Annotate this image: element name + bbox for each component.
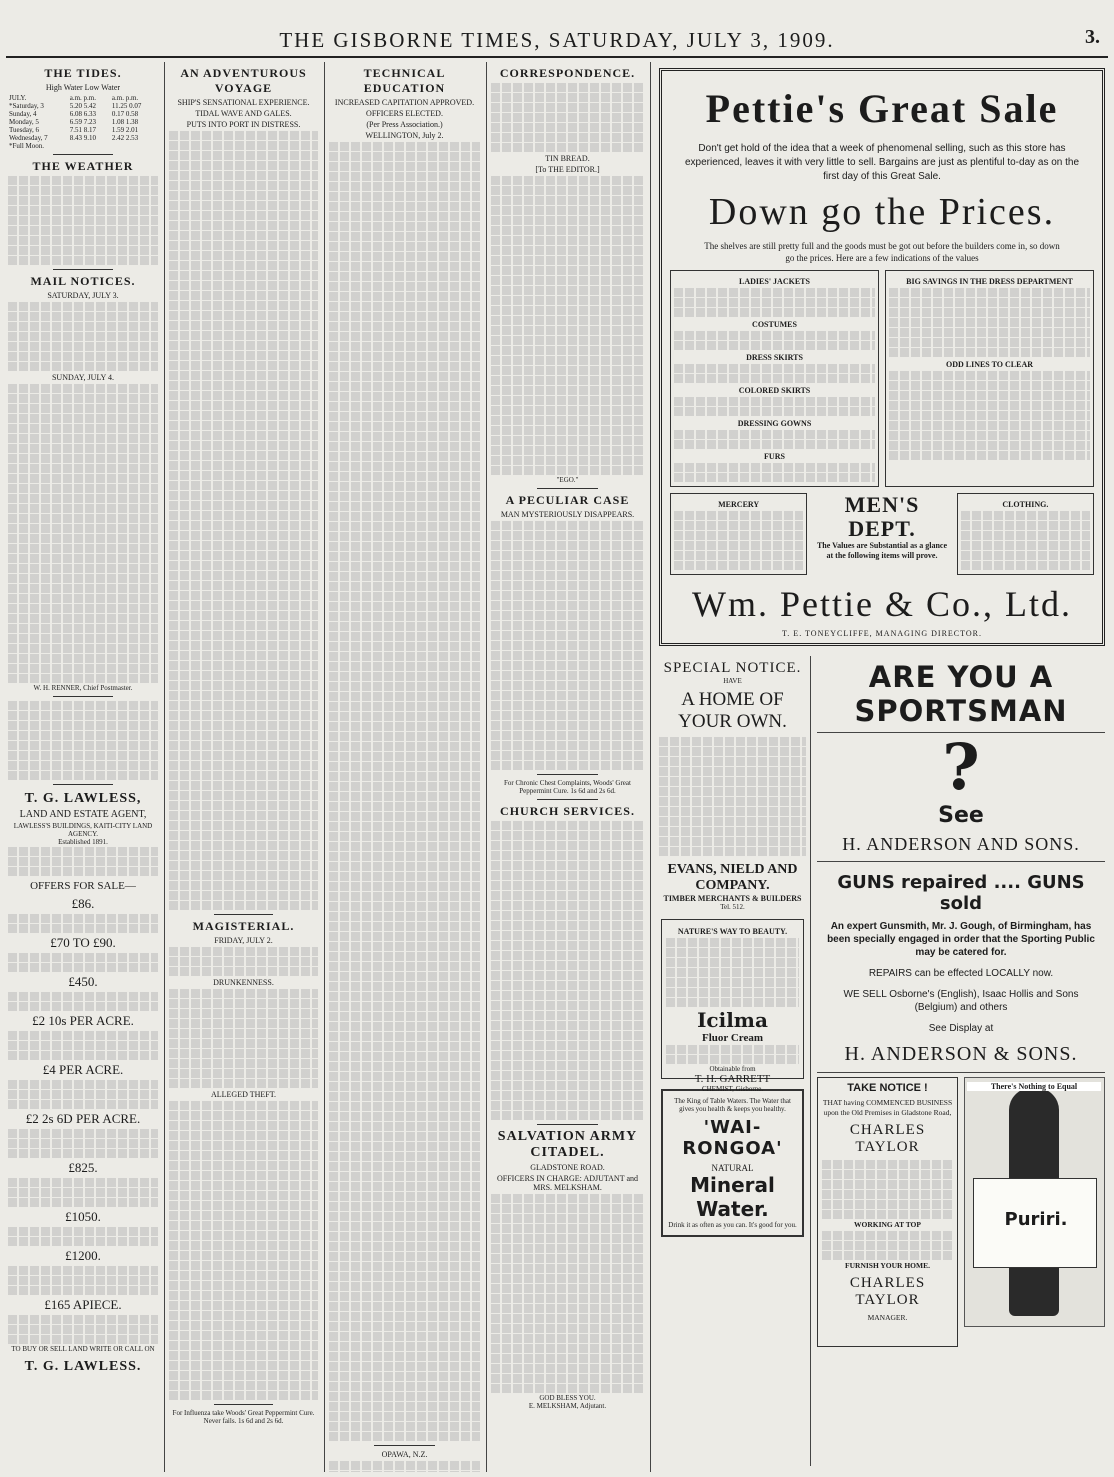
wai-drink: Drink it as often as you can. It's good for you. [668,1221,797,1229]
pettie-mens [670,493,1094,575]
voyage-text [169,131,318,910]
pettie-sale-ad [659,68,1105,646]
working-at-top: WORKING AT TOP [854,1220,921,1229]
church-heading: CHURCH SERVICES. [500,804,635,818]
salvation-heading: SALVATION ARMY CITADEL. [497,1129,638,1160]
theft-heading: ALLEGED THEFT. [210,1090,277,1099]
lawless-established: Established 1891. [58,838,108,846]
take-notice: TAKE NOTICE ! [847,1082,928,1094]
offers-for-sale: OFFERS FOR SALE— [30,880,136,892]
tides-subheading: High Water Low Water [45,83,121,92]
wai-top: The King of Table Waters. The Water that gives you health & keeps you healthy. [674,1097,791,1113]
mens-dept-box [813,493,950,575]
sportsman-headline: ARE YOU A SPORTSMAN [817,656,1105,733]
postmaster: W. H. RENNER, Chief Postmaster. [33,684,133,692]
wai-mineral: Mineral Water. [690,1173,775,1221]
lawless-footer: TO BUY OR SELL LAND WRITE OR CALL ON [11,1345,155,1353]
divider [53,154,113,155]
page-number: 3. [1085,26,1100,48]
table-row: Wednesday, 7 8.43 9.10 2.42 2.53 [9,134,139,142]
icilma-head: NATURE'S WAY TO BEAUTY. [677,927,788,936]
wai-name: 'WAI-RONGOA' [682,1117,783,1159]
pettie-departments [670,270,1094,487]
newspaper-title: THE GISBORNE TIMES, SATURDAY, JULY 3, 1909. [279,28,835,52]
mercery-box: MERCERY [670,493,807,575]
pettie-lead: Don't get hold of the idea that a week of phenomenal selling, such as this store has experienced, leaves it with very little to sell. Bargains are just as plentiful to-day as on the first day of this Great Sale. [684,143,1080,182]
divider [53,269,113,270]
dateline: WELLINGTON, July 2. [365,131,444,140]
peppermint-verse [8,701,158,780]
price: £1050. [65,1209,101,1224]
puriri-ad [964,1077,1105,1327]
magisterial-date: FRIDAY, JULY 2. [214,936,273,945]
god-bless: GOD BLESS YOU. [539,1394,596,1402]
table-row: Sunday, 4 6.08 6.33 0.17 0.58 [9,110,139,118]
table-row: JULY. a.m. p.m. a.m. p.m. [9,94,139,102]
signature-ego: "EGO." [556,476,579,484]
price: £86. [71,896,95,911]
pettie-banner: Down go the Prices. [708,191,1056,233]
divider [537,1124,598,1125]
price: £165 APIECE. [44,1297,122,1312]
mens-dept-sub: The Values are Substantial as a glance at the following items will prove. [816,541,948,560]
divider [537,799,598,800]
garrett-name: T. H. GARRETT [694,1073,771,1085]
table-row: Tuesday, 6 7.51 8.17 1.59 2.01 [9,126,139,134]
gladstone-road: GLADSTONE ROAD. [530,1163,605,1172]
weather-text [8,176,158,265]
question-mark: ? [942,730,980,805]
price: £1200. [65,1248,101,1263]
masthead [0,0,1114,54]
price: £4 PER ACRE. [42,1062,124,1077]
price: £70 TO £90. [50,935,116,950]
technical-text [329,142,480,1441]
home-headline: A HOME OF YOUR OWN. [678,689,787,732]
tides-heading: THE TIDES. [44,66,122,80]
column-technical [324,62,484,1472]
technical-subheading: INCREASED CAPITATION APPROVED. [334,98,475,107]
dress-dept-box: BIG SAVINGS IN THE DRESS DEPARTMENT ODD LINES TO CLEAR [885,270,1094,487]
wai-natural: NATURAL [711,1163,754,1173]
evans-company: EVANS, NIELD AND COMPANY. [667,862,798,893]
lawless-footer-name: T. G. LAWLESS. [24,1359,142,1374]
table-row: *Full Moon. [9,142,45,150]
adjutant-signature: E. MELKSHAM, Adjutant. [528,1402,607,1410]
chest-ad: For Chronic Chest Complaints, Woods' Great Peppermint Cure. 1s 6d and 2s 6d. [504,779,631,795]
taylor-name-2: CHARLES TAYLOR [849,1275,926,1308]
price: £450. [68,974,98,989]
ladies-box: LADIES' JACKETS COSTUMES DRESS SKIRTS COLORED SKIRTS DRESSING GOWNS FURS [670,270,879,487]
taylor-manager: MANAGER. [867,1313,908,1322]
correspondence-note [491,83,644,152]
peculiar-subheading: MAN MYSTERIOUSLY DISAPPEARS. [500,510,635,519]
mail-sunday: SUNDAY, JULY 4. [51,373,115,382]
voyage-subheading: PUTS INTO PORT IN DISTRESS. [186,120,301,129]
pettie-intro: The shelves are still pretty full and the goods must be got out before the builders come in, so down go the prices. Here are a few indications of the values [704,241,1060,263]
divider [214,914,274,915]
voyage-heading: AN ADVENTUROUS VOYAGE [180,66,307,95]
to-editor: [To THE EDITOR.] [535,165,600,174]
lawless-address: LAWLESS'S BUILDINGS, KAITI-CITY LAND AGENCY. [13,822,153,838]
icilma-ad [661,919,804,1093]
price: £2 2s 6D PER ACRE. [25,1111,141,1126]
divider [374,1445,434,1446]
price: £2 10s PER ACRE. [32,1013,134,1028]
icilma-obtain: Obtainable from [709,1065,756,1073]
garrett-sub: CHEMIST, Gisborne. [701,1085,764,1093]
pettie-company: Wm. Pettie & Co., Ltd. [692,584,1072,624]
price: £825. [68,1160,98,1175]
peculiar-text [491,521,644,770]
magisterial-heading: MAGISTERIAL. [192,919,295,933]
furnish-home: FURNISH YOUR HOME. [845,1261,930,1270]
pettie-title: Pettie's Great Sale [705,86,1059,131]
divider [53,784,113,785]
column-correspondence [486,62,648,1472]
voyage-subheading: SHIP'S SENSATIONAL EXPERIENCE. [177,98,310,107]
technical-subheading: OFFICERS ELECTED. [366,109,443,118]
lawless-role: LAND AND ESTATE AGENT, [19,809,147,820]
table-row: *Saturday, 3 5.20 5.42 11.25 0.07 [9,102,142,110]
mail-heading: MAIL NOTICES. [30,274,136,288]
right-ad-column [817,656,1105,1466]
divider [537,774,598,775]
sell-text: WE SELL Osborne's (English), Isaac Hollis and Sons (Belgium) and others [843,989,1079,1013]
puriri-name: Puriri. [1004,1209,1068,1230]
anderson-name-2: H. ANDERSON & SONS. [844,1043,1078,1065]
see-label: See [938,803,984,828]
evans-trade: TIMBER MERCHANTS & BUILDERS [663,894,802,903]
divider [53,696,113,697]
pettie-manager: T. E. TONEYCLIFFE, MANAGING DIRECTOR. [782,629,982,638]
weather-heading: THE WEATHER [32,159,134,173]
evans-tel: Tel. 512. [720,903,745,911]
puriri-top: There's Nothing to Equal [967,1082,1101,1091]
correspondence-heading: CORRESPONDENCE. [499,66,636,80]
guns-line: GUNS repaired .... GUNS sold [837,872,1085,914]
peculiar-heading: A PECULIAR CASE [505,493,630,507]
masthead-rule [6,56,1108,58]
taylor-name: CHARLES TAYLOR [849,1122,926,1155]
lawless-name: T. G. LAWLESS, [24,791,142,806]
salvation-text [491,1194,644,1393]
tin-bread-heading: TIN BREAD. [545,154,590,163]
church-text [491,821,644,1120]
tides-table [8,94,158,150]
icilma-sub: Fluor Cream [702,1032,763,1044]
drunkenness-heading: DRUNKENNESS. [213,978,274,987]
column-voyage [164,62,322,1472]
left-ad-column [659,656,811,1466]
lower-ads [659,656,1105,1466]
clothing-box: CLOTHING. [957,493,1094,575]
anderson-name: H. ANDERSON AND SONS. [842,834,1080,854]
repairs-text: REPAIRS can be effected LOCALLY now. [868,968,1054,979]
special-notice: SPECIAL NOTICE. [663,660,802,676]
divider [537,488,598,489]
wai-rongoa-ad [661,1089,804,1237]
theft-text [169,1101,318,1400]
advertisements [650,62,1110,1472]
voyage-subheading: TIDAL WAVE AND GALES. [195,109,292,118]
column-tides-mail [4,62,162,1472]
drunkenness-text [169,989,318,1088]
taylor-ad [817,1077,958,1347]
icilma-name: Icilma [697,1008,768,1032]
technical-heading: TECHNICAL EDUCATION [363,66,446,95]
tin-bread-text [491,176,644,475]
influenza-ad: For Influenza take Woods' Great Peppermint Cure. Never fails. 1s 6d and 2s 6d. [172,1409,315,1425]
mail-saturday: SATURDAY, JULY 3. [47,291,119,300]
display-text: See Display at [928,1023,994,1034]
bottle-label [973,1178,1097,1268]
taylor-puriri-row [817,1077,1105,1347]
mail-text-2 [8,384,158,683]
table-row: Monday, 5 6.59 7.23 1.08 1.38 [9,118,139,126]
opawa-heading: OPAWA, N.Z. [381,1450,428,1459]
mens-dept-title: MEN'S DEPT. [844,492,920,541]
gunsmith-text: An expert Gunsmith, Mr. J. Gough, of Birmingham, has been specially engaged in order that the Sporting Public may be catered for. [827,921,1095,958]
mail-text [8,302,158,371]
divider [214,1404,274,1405]
taylor-lead: THAT having COMMENCED BUSINESS upon the Old Premises in Gladstone Road, [822,1098,953,1117]
salvation-officers: OFFICERS IN CHARGE: ADJUTANT and MRS. MELKSHAM. [497,1174,638,1192]
press-association: (Per Press Association.) [366,120,443,129]
have-label: HAVE [723,677,742,685]
